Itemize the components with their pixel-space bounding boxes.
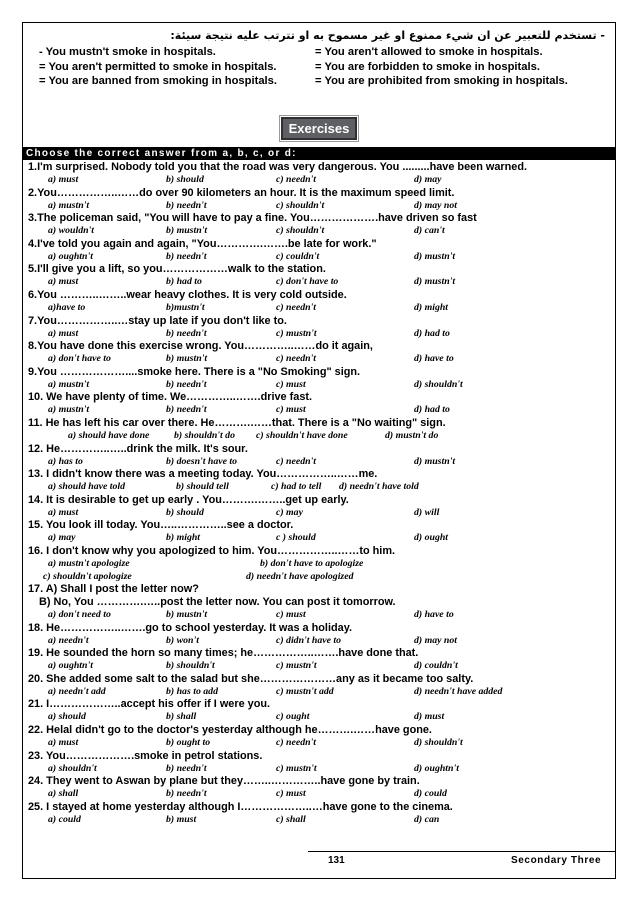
question-text: 19. He sounded the horn so many times; he……………..…….have done that.	[28, 647, 419, 660]
answer-option[interactable]: c) mustn't add	[276, 685, 334, 697]
answer-option[interactable]: b) needn't	[166, 250, 207, 262]
answer-option[interactable]: b) had to	[166, 276, 202, 288]
options-row	[28, 200, 612, 213]
answer-option[interactable]: a) has to	[48, 455, 83, 467]
synonym-row	[39, 74, 605, 89]
answer-option[interactable]: d) have to	[414, 609, 454, 621]
answer-option[interactable]: b) needn't	[166, 378, 207, 390]
answer-option[interactable]: a) shall	[48, 788, 79, 800]
options-row	[28, 711, 612, 724]
answer-option[interactable]: d) shouldn't	[414, 737, 463, 749]
question-text: 23. You……………….smoke in petrol stations.	[28, 749, 263, 762]
answer-option[interactable]: a) needn't add	[48, 685, 106, 697]
answer-option[interactable]: a) must	[48, 276, 79, 288]
question-text: 18. He……………..…….go to school yesterday. It was a holiday.	[28, 621, 352, 634]
answer-option[interactable]: b) mustn't	[166, 353, 208, 365]
answer-option[interactable]: d) have to	[414, 353, 454, 365]
question-list	[28, 161, 612, 826]
answer-option[interactable]: d) shouldn't	[414, 378, 463, 390]
question-text: 17. A) Shall I post the letter now?	[28, 583, 199, 596]
answer-option[interactable]: b) should	[166, 506, 204, 518]
question-text: 12. He…………..…..drink the milk. It's sour.	[28, 442, 248, 455]
answer-option[interactable]: a) oughtn't	[48, 660, 93, 672]
answer-option[interactable]: d) needn't have added	[414, 685, 503, 697]
question-text: 21. I………………..accept his offer if I were you.	[28, 698, 271, 711]
worksheet-page	[22, 22, 616, 879]
question-text: 1.I'm surprised. Nobody told you that the road was very dangerous. You .........have been warned.	[28, 161, 528, 173]
question-text: 11. He has left his car over there. He……….……that. There is a "No waiting" sign.	[28, 416, 446, 429]
synonym-right: = You are forbidden to smoke in hospitals.	[315, 60, 540, 73]
answer-option[interactable]: d) had to	[414, 404, 450, 416]
instruction-bar: Choose the correct answer from a, b, c, or d:	[23, 147, 615, 160]
answer-option[interactable]: a) should have told	[48, 481, 126, 493]
footer-rule	[308, 851, 615, 852]
answer-option[interactable]: b) doesn't have to	[166, 455, 238, 467]
answer-option[interactable]: b) won't	[166, 634, 199, 646]
options-row	[28, 686, 612, 699]
answer-option[interactable]: a) must	[48, 327, 79, 339]
answer-option[interactable]: c) needn't	[276, 174, 316, 185]
options-row	[28, 302, 612, 315]
synonyms-block	[39, 45, 605, 89]
answer-option[interactable]: d) can	[414, 813, 440, 825]
answer-option[interactable]: a) should have done	[68, 429, 150, 441]
options-row	[28, 532, 612, 545]
answer-option[interactable]: a) mustn't apologize	[48, 557, 130, 569]
answer-option[interactable]: c ) should	[276, 532, 316, 544]
answer-option[interactable]: b) mustn't	[166, 225, 208, 237]
question-text: 8.You have done this exercise wrong. You…………..……do it again,	[28, 340, 373, 353]
answer-option[interactable]: a) mustn't	[48, 378, 90, 390]
answer-option[interactable]: c) didn't have to	[276, 634, 342, 646]
options-row	[28, 353, 612, 366]
options-row	[28, 571, 612, 584]
question-text: 5.I'll give you a lift, so you………………walk to the station.	[28, 263, 326, 276]
answer-option[interactable]: b) might	[166, 532, 201, 544]
answer-option[interactable]: b)mustn't	[166, 301, 205, 313]
answer-option[interactable]: c) shouldn't apologize	[43, 570, 132, 582]
answer-option[interactable]: a) wouldn't	[48, 225, 95, 237]
answer-option[interactable]: a) don't have to	[48, 353, 111, 365]
answer-option[interactable]: d) may	[414, 174, 442, 185]
answer-option[interactable]: b) shall	[166, 711, 197, 723]
answer-option[interactable]: d) couldn't	[414, 660, 458, 672]
question-text: 15. You look ill today. You…..…………..see a doctor.	[28, 519, 294, 532]
answer-option[interactable]: c) ought	[276, 711, 310, 723]
footer-level: Secondary Three	[511, 855, 602, 866]
synonym-row	[39, 60, 605, 75]
answer-option[interactable]: c) shouldn't	[276, 225, 325, 237]
question-text: 25. I stayed at home yesterday although I………………..…have gone to the cinema.	[28, 800, 453, 813]
options-row	[28, 507, 612, 520]
answer-option[interactable]: d) must	[414, 711, 445, 723]
answer-option[interactable]: b) needn't	[166, 404, 207, 416]
answer-option[interactable]: b) must	[166, 813, 197, 825]
answer-option[interactable]: c) mustn't	[276, 327, 317, 339]
answer-option[interactable]: d) mustn't	[414, 455, 456, 467]
arabic-note: - تستخدم للتعبير عن ان شيء ممنوع او غير مسموح به او تترتب عليه نتيجة سيئة:	[170, 29, 605, 42]
synonym-left: = You aren't permitted to smoke in hospitals.	[39, 60, 277, 73]
answer-option[interactable]: b) ought to	[166, 737, 211, 749]
question-text: 10. We have plenty of time. We…………..…….drive fast.	[28, 391, 313, 404]
answer-option[interactable]: b) shouldn't	[166, 660, 215, 672]
options-row	[28, 456, 612, 469]
answer-option[interactable]: a) should	[48, 711, 86, 723]
options-row	[28, 251, 612, 264]
options-row	[28, 430, 612, 443]
answer-option[interactable]: d) mustn't	[414, 276, 456, 288]
question-text-line2: B) No, You ………….…..post the letter now. You can post it tomorrow.	[39, 596, 396, 609]
answer-option[interactable]: b) should	[166, 174, 204, 185]
answer-option[interactable]: a) must	[48, 506, 79, 518]
answer-option[interactable]: b) needn't	[166, 762, 207, 774]
options-row	[28, 609, 612, 622]
options-row	[28, 635, 612, 648]
question-text: 24. They went to Aswan by plane but they……..…………..have gone by train.	[28, 775, 420, 788]
answer-option[interactable]: c) must	[276, 378, 306, 390]
answer-option[interactable]: a) oughtn't	[48, 250, 93, 262]
answer-option[interactable]: a) don't need to	[48, 609, 111, 621]
answer-option[interactable]: c) needn't	[276, 353, 316, 365]
answer-option[interactable]: a) mustn't	[48, 199, 90, 211]
answer-option[interactable]: a) may	[48, 532, 76, 544]
question-text: 16. I don't know why you apologized to him. You……………..……to him.	[28, 544, 396, 557]
answer-option[interactable]: c) must	[276, 404, 306, 416]
answer-option[interactable]: c) mustn't	[276, 660, 317, 672]
question-text: 14. It is desirable to get up early . You……….……..get up early.	[28, 493, 349, 506]
answer-option[interactable]: a) could	[48, 813, 81, 825]
answer-option[interactable]: c) needn't	[276, 737, 316, 749]
options-row	[28, 763, 612, 776]
options-row	[28, 737, 612, 750]
answer-option[interactable]: d) will	[414, 506, 440, 518]
question-text: 3.The policeman said, "You will have to pay a fine. You……………….have driven so fast	[28, 212, 477, 225]
answer-option[interactable]: d) could	[414, 788, 447, 800]
answer-option[interactable]: c) mustn't	[276, 762, 317, 774]
options-row	[28, 404, 612, 417]
answer-option[interactable]: b) mustn't	[166, 609, 208, 621]
exercises-heading	[23, 117, 615, 140]
answer-option[interactable]: b) has to add	[166, 685, 218, 697]
answer-option[interactable]: b) needn't	[166, 327, 207, 339]
question-text: 20. She added some salt to the salad but she…………………any as it became too salty.	[28, 672, 474, 685]
options-row	[28, 558, 612, 571]
synonym-right: = You are prohibited from smoking in hospitals.	[315, 75, 568, 87]
answer-option[interactable]: d) may not	[414, 199, 457, 211]
question-text: 9.You ………………....smoke here. There is a "No Smoking" sign.	[28, 365, 361, 378]
answer-option[interactable]: d) needn't have apologized	[246, 570, 354, 582]
answer-option[interactable]: d) ought	[414, 532, 449, 544]
answer-option[interactable]: c) couldn't	[276, 250, 320, 262]
options-row	[28, 814, 612, 827]
answer-option[interactable]: a) must	[48, 737, 79, 749]
answer-option[interactable]: c) must	[276, 609, 306, 621]
answer-option[interactable]: c) needn't	[276, 455, 316, 467]
answer-option[interactable]: a) must	[48, 174, 79, 185]
exercises-label: Exercises	[281, 117, 358, 140]
answer-option[interactable]: c) had to tell	[271, 481, 322, 493]
question-text: 22. Helal didn't go to the doctor's yesterday although he……….……have gone.	[28, 724, 432, 737]
answer-option[interactable]: d) mustn't	[414, 250, 456, 262]
answer-option[interactable]: c) shouldn't	[276, 199, 325, 211]
options-row	[28, 276, 612, 289]
answer-option[interactable]: d) might	[414, 301, 449, 313]
answer-option[interactable]: a) shouldn't	[48, 762, 97, 774]
question-text: 7.You……………..…stay up late if you don't like to.	[28, 314, 287, 327]
question-text: 6.You ………..……..wear heavy clothes. It is very cold outside.	[28, 288, 347, 301]
synonym-row	[39, 45, 605, 60]
question-text: 2.You……………..……do over 90 kilometers an hour. It is the maximum speed limit.	[28, 186, 455, 199]
options-row	[28, 328, 612, 341]
synonym-left: = You are banned from smoking in hospitals.	[39, 75, 277, 87]
options-row	[28, 481, 612, 494]
question-text: 4.I've told you again and again, "You………….…….be late for work."	[28, 237, 377, 250]
answer-option[interactable]: c) don't have to	[276, 276, 339, 288]
page-number: 131	[328, 855, 345, 866]
synonym-right: = You aren't allowed to smoke in hospitals.	[315, 46, 543, 58]
answer-option[interactable]: d) can't	[414, 225, 445, 237]
answer-option[interactable]: d) may not	[414, 634, 457, 646]
answer-option[interactable]: d) mustn't do	[385, 429, 439, 441]
answer-option[interactable]: b) needn't	[166, 788, 207, 800]
answer-option[interactable]: d) had to	[414, 327, 450, 339]
answer-option[interactable]: c) shall	[276, 813, 306, 825]
options-row	[28, 379, 612, 392]
answer-option[interactable]: b) should tell	[176, 481, 229, 493]
options-row	[28, 174, 612, 187]
answer-option[interactable]: a) mustn't	[48, 404, 90, 416]
answer-option[interactable]: c) needn't	[276, 301, 316, 313]
options-row	[28, 225, 612, 238]
synonym-left: - You mustn't smoke in hospitals.	[39, 46, 216, 58]
answer-option[interactable]: d) needn't have told	[339, 481, 419, 493]
answer-option[interactable]: c) shouldn't have done	[256, 429, 348, 441]
options-row	[28, 788, 612, 801]
answer-option[interactable]: a) needn't	[48, 634, 89, 646]
answer-option[interactable]: b) shouldn't do	[174, 429, 235, 441]
answer-option[interactable]: c) must	[276, 788, 306, 800]
answer-option[interactable]: a)have to	[48, 301, 86, 313]
question-text: 13. I didn't know there was a meeting today. You……………..……me.	[28, 468, 378, 481]
answer-option[interactable]: b) needn't	[166, 199, 207, 211]
answer-option[interactable]: c) may	[276, 506, 303, 518]
answer-option[interactable]: d) oughtn't	[414, 762, 459, 774]
answer-option[interactable]: b) don't have to apologize	[260, 557, 364, 569]
options-row	[28, 660, 612, 673]
